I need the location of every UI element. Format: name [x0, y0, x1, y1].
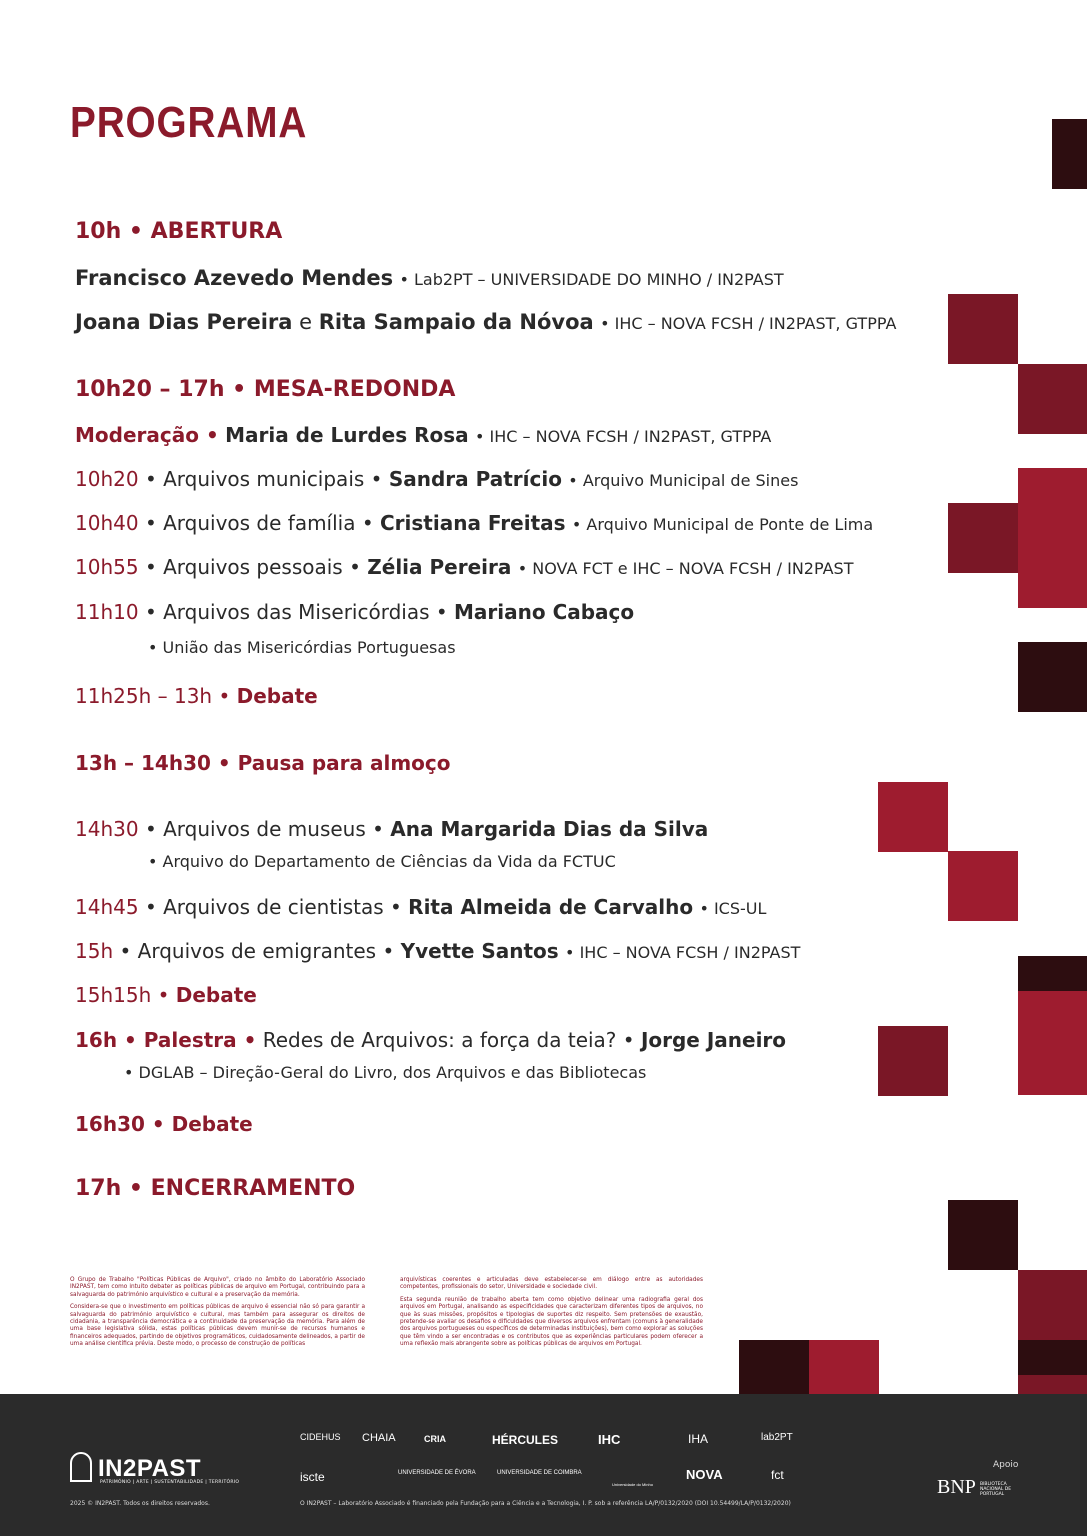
section-encerramento: 17h • ENCERRAMENTO [75, 1176, 356, 1201]
partner-logo: lab2PT [761, 1432, 793, 1443]
speaker-name: Francisco Azevedo Mendes [75, 266, 394, 290]
decor-square [809, 1340, 879, 1394]
talk-speaker: Mariano Cabaço [454, 600, 635, 624]
in2past-mark-icon [70, 1452, 92, 1482]
about-paragraph: arquivísticas coerentes e articuladas deve estabelecer-se em diálogo entre as autoridades competentes, profissionais do setor, Universidade e sociedade civil. [400, 1277, 703, 1291]
talk-item [75, 466, 798, 494]
decor-square [878, 782, 948, 852]
about-paragraph: Esta segunda reunião de trabalho aberta tem como objetivo delinear uma radiografia geral dos arquivos em Portugal, analisando as especificidades que caracterizam diferentes tipos de arquivos, no que às suas missões, propósitos e tipologias de suportes diz respeito. Sem pretensões de exaustão, pretende-se avaliar os desafios e dificuldades que diversos arquivos enfrentam (comuns à generalidade dos arquivos portugueses ou específicos de determinadas instituições), bem como explorar as soluções que têm vindo a ser encontradas e os contributos que as experiências particulares podem oferecer a uma reflexão mais abrangente sobre as políticas públicas de arquivos em Portugal. [400, 1296, 703, 1348]
decor-square [948, 1200, 1018, 1270]
moderator-affiliation: • IHC – NOVA FCSH / IN2PAST, GTPPA [475, 427, 772, 446]
decor-square [1052, 119, 1087, 189]
decor-square [1018, 642, 1087, 712]
talk-time: 14h30 [75, 817, 139, 841]
talk-topic: • Arquivos de museus • [144, 817, 384, 841]
palestra-item [75, 1027, 786, 1053]
talk-speaker: Yvette Santos [400, 939, 559, 963]
talk-topic: • Arquivos de família • [144, 511, 374, 535]
partner-logo: IHC [598, 1432, 621, 1447]
talk-speaker: Zélia Pereira [367, 555, 512, 579]
talk-affiliation: • ICS-UL [699, 899, 767, 918]
partner-logo: CRIA [424, 1434, 446, 1444]
talk-topic: • Arquivos de emigrantes • [119, 939, 395, 963]
moderacao [75, 422, 771, 450]
talk-item [75, 894, 766, 922]
conjunction: e [292, 310, 319, 334]
section-almoco: 13h – 14h30 • Pausa para almoço [75, 751, 451, 775]
talk-time: 10h40 [75, 511, 139, 535]
about-column-1 [70, 1277, 365, 1354]
partner-logo: UNIVERSIDADE DE ÉVORA [398, 1470, 476, 1476]
speaker-name: Rita Sampaio da Nóvoa [318, 310, 594, 334]
talk-time: 10h20 [75, 467, 139, 491]
decor-square [1018, 538, 1087, 608]
bnp-logo: BNP [937, 1476, 976, 1498]
copyright: 2025 © IN2PAST. Todos os direitos reservados. [70, 1500, 210, 1507]
decor-square [1018, 956, 1087, 991]
debate-label: Debate [175, 983, 257, 1007]
page-title: PROGRAMA [70, 98, 308, 147]
talk-affiliation: • União das Misericórdias Portuguesas [148, 638, 456, 657]
talk-topic: • Arquivos das Misericórdias • [144, 600, 448, 624]
decor-square [948, 851, 1018, 921]
partner-logo: fct [771, 1468, 784, 1482]
funding-statement: O IN2PAST – Laboratório Associado é financiado pela Fundação para a Ciência e a Tecnologia, I. P. sob a referência LA/P/0132/2020 (DOI 10.54499/LA/P/0132/2020) [300, 1500, 791, 1507]
partner-logo: CHAIA [362, 1432, 396, 1444]
debate-time: 15h15h • [75, 983, 170, 1007]
talk-speaker: Cristiana Freitas [380, 511, 566, 535]
moderacao-label: Moderação • [75, 423, 219, 447]
section-debate: 16h30 • Debate [75, 1112, 253, 1136]
talk-item [75, 938, 800, 966]
decor-square [1018, 1270, 1087, 1340]
partner-logo: Universidade do Minho [612, 1482, 653, 1487]
decor-square [878, 1026, 948, 1096]
decor-square [1018, 1375, 1087, 1394]
talk-item [75, 510, 873, 538]
decor-square [948, 503, 1018, 573]
speaker-affiliation: • Lab2PT – UNIVERSIDADE DO MINHO / IN2PAST [399, 270, 784, 289]
palestra-time: 16h • Palestra • [75, 1028, 257, 1052]
talk-item [75, 816, 708, 842]
talk-time: 10h55 [75, 555, 139, 579]
debate-label: Debate [236, 684, 318, 708]
decor-square [739, 1340, 809, 1394]
talk-time: 11h10 [75, 600, 139, 624]
about-column-2 [400, 1277, 703, 1354]
partner-logo: CIDEHUS [300, 1432, 341, 1442]
talk-affiliation: • NOVA FCT e IHC – NOVA FCSH / IN2PAST [517, 559, 854, 578]
decor-square [1018, 1340, 1087, 1375]
section-abertura: 10h • ABERTURA [75, 219, 283, 244]
palestra-topic: Redes de Arquivos: a força da teia? • [262, 1028, 635, 1052]
debate-time: 11h25h – 13h • [75, 684, 231, 708]
apoio-label: Apoio [993, 1460, 1019, 1470]
speaker-affiliation: • IHC – NOVA FCSH / IN2PAST, GTPPA [600, 314, 897, 333]
decor-square [1018, 364, 1087, 434]
talk-topic: • Arquivos de cientistas • [144, 895, 402, 919]
palestra-affiliation: • DGLAB – Direção-Geral do Livro, dos Arquivos e das Bibliotecas [124, 1063, 647, 1082]
partner-logo: UNIVERSIDADE DE COIMBRA [497, 1470, 582, 1476]
abertura-speaker-1 [75, 265, 784, 293]
talk-speaker: Sandra Patrício [388, 467, 562, 491]
talk-affiliation: • Arquivo Municipal de Sines [568, 471, 799, 490]
about-paragraph: Considera-se que o investimento em políticas públicas de arquivo é essencial não só para garantir a salvaguarda do património arquivístico e cultural, mas também para assegurar os direitos de cidadania, a transparência democrática e a continuidade da preservação da memória. Para além de uma base legislativa sólida, estas políticas públicas devem munir-se de recursos humanos e financeiros adequados, partindo de objetivos programáticos, cuidadosamente delineados, a partir de uma análise científica prévia. Deste modo, o processo de construção de políticas [70, 1304, 365, 1348]
talk-item [75, 599, 634, 625]
talk-time: 14h45 [75, 895, 139, 919]
section-mesa-redonda: 10h20 – 17h • MESA-REDONDA [75, 377, 456, 402]
partner-logo: HÉRCULES [492, 1433, 559, 1447]
abertura-speaker-2 [75, 309, 896, 337]
debate-item [75, 683, 318, 709]
bnp-logo-subtitle: BIBLIOTECA NACIONAL DE PORTUGAL [980, 1482, 1012, 1497]
about-paragraph: O Grupo de Trabalho "Políticas Públicas de Arquivo", criado no âmbito do Laboratório Associado IN2PAST, tem como intuito debater as políticas públicas de arquivo em Portugal, contribuindo para a salvaguarda do património arquivístico e cultural e a preservação da memória. [70, 1277, 365, 1298]
partner-logo: IHA [688, 1432, 709, 1446]
moderator-name: Maria de Lurdes Rosa [225, 423, 469, 447]
footer [0, 1394, 1087, 1536]
talk-speaker: Rita Almeida de Carvalho [408, 895, 694, 919]
decor-square [1018, 468, 1087, 538]
debate-item [75, 982, 257, 1008]
partner-logo: NOVA [686, 1467, 723, 1482]
in2past-logo: IN2PAST [70, 1452, 201, 1483]
palestra-speaker: Jorge Janeiro [640, 1028, 787, 1052]
talk-affiliation: • Arquivo Municipal de Ponte de Lima [571, 515, 874, 534]
talk-affiliation: • Arquivo do Departamento de Ciências da Vida da FCTUC [148, 852, 616, 871]
talk-topic: • Arquivos municipais • [144, 467, 383, 491]
partner-logo: iscte [300, 1470, 325, 1484]
in2past-tagline: PATRIMÓNIO | ARTE | SUSTENTABILIDADE | TERRITÓRIO [100, 1480, 240, 1485]
talk-topic: • Arquivos pessoais • [144, 555, 361, 579]
decor-square [1018, 991, 1087, 1095]
decor-square [948, 294, 1018, 364]
speaker-name: Joana Dias Pereira [75, 310, 293, 334]
talk-affiliation: • IHC – NOVA FCSH / IN2PAST [565, 943, 801, 962]
talk-item [75, 554, 853, 582]
talk-speaker: Ana Margarida Dias da Silva [390, 817, 709, 841]
talk-time: 15h [75, 939, 114, 963]
